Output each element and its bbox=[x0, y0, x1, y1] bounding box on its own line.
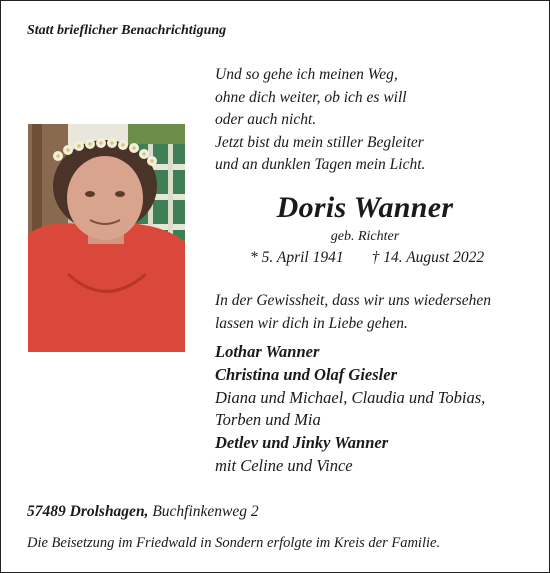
portrait-photo bbox=[28, 124, 185, 352]
burial-note: Die Beisetzung im Friedwald in Sondern erfolgte im Kreis der Familie. bbox=[27, 535, 441, 551]
mourner: Torben und Mia bbox=[215, 410, 321, 430]
farewell-line: lassen wir dich in Liebe gehen. bbox=[215, 314, 408, 332]
mourner: Diana und Michael, Claudia und Tobias, bbox=[215, 387, 486, 407]
family-address bbox=[27, 503, 259, 521]
mourner: Lothar Wanner bbox=[215, 342, 320, 361]
birth-date: * 5. April 1941 bbox=[250, 249, 344, 266]
life-dates bbox=[250, 249, 484, 267]
poem-line: oder auch nicht. bbox=[215, 111, 317, 128]
mourners-list bbox=[215, 341, 485, 478]
poem bbox=[215, 64, 425, 177]
notice-header: Statt brieflicher Benachrichtigung bbox=[27, 23, 227, 38]
poem-line: Jetzt bist du mein stiller Begleiter bbox=[215, 133, 424, 151]
farewell-words bbox=[215, 290, 491, 335]
maiden-name: geb. Richter bbox=[330, 229, 400, 244]
farewell-line: In der Gewissheit, dass wir uns wiedersehen bbox=[215, 292, 491, 309]
portrait-image bbox=[28, 124, 185, 352]
poem-line: und an dunklen Tagen mein Licht. bbox=[215, 156, 426, 173]
death-date: † 14. August 2022 bbox=[371, 249, 485, 266]
poem-line: ohne dich weiter, ob ich es will bbox=[215, 88, 407, 106]
poem-line: Und so gehe ich meinen Weg, bbox=[215, 66, 398, 83]
deceased-name: Doris Wanner bbox=[276, 191, 454, 224]
address-city: 57489 Drolshagen, bbox=[27, 503, 149, 520]
mourner: mit Celine und Vince bbox=[215, 455, 353, 475]
mourner: Detlev und Jinky Wanner bbox=[215, 433, 389, 453]
mourner: Christina und Olaf Giesler bbox=[215, 364, 397, 384]
address-street: Buchfinkenweg 2 bbox=[152, 503, 259, 520]
